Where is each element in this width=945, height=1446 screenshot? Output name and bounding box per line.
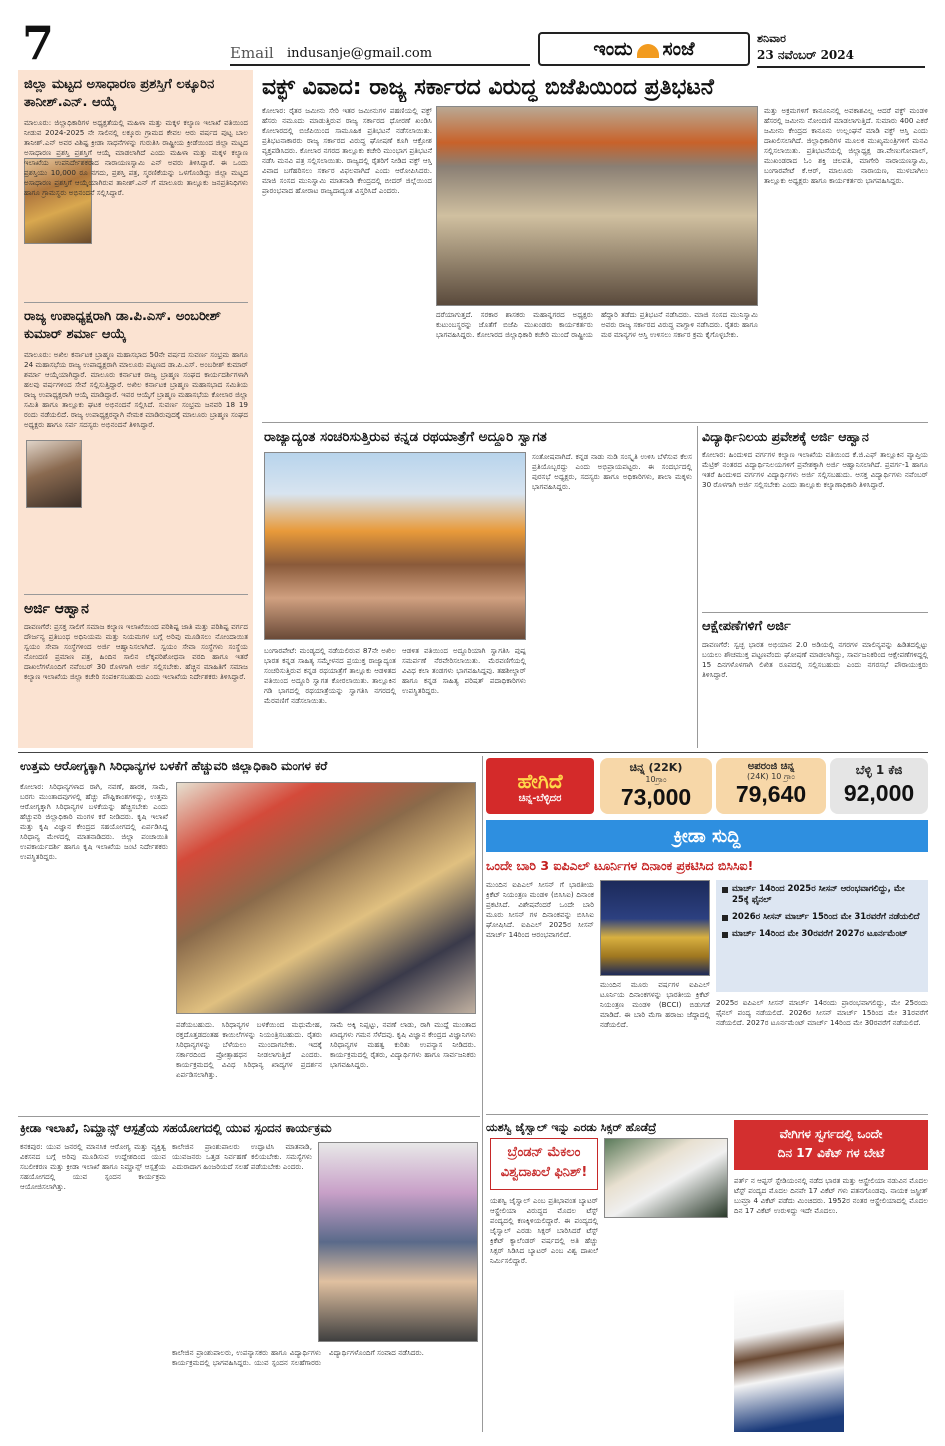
- rates-logo-top: ಹೇಗಿದೆ: [517, 768, 563, 793]
- story-body-arji: ದಾವಣಗೆರೆ: ಪ್ರಸಕ್ತ ಸಾಲಿಗೆ ಸಮಾಜ ಕಲ್ಯಾಣ ಇಲಾಖೆಯಿಂದ ಪರಿಶಿಷ್ಟ ಜಾತಿ ಮತ್ತು ಪರಿಶಿಷ್ಟ ವರ್ಗದ ದೌರ್ಜನ್ಯ ಪ್ರತಿಬಂಧ ಅಧಿನಿಯಮ ಮತ್ತು ನಿಯಮಗಳ ಬಗ್ಗೆ ಅರಿವು ಮೂಡಿಸಲು ನೋಂದಾಯಿತ ಸ್ವಯಂ ಸೇವಾ ಸಂಸ್ಥೆಗಳಿಂದ ಅರ್ಜಿ ಆಹ್ವಾನಿಸಲಾಗಿದೆ. ಸ್ವಯಂ ಸೇವಾ ಸಂಸ್ಥೆಗಳು ಸಂಸ್ಥೆಯ ನೋಂದಣಿ ಪ್ರಮಾಣ ಪತ್ರ, ಹಿಂದಿನ ಸಾಲಿನ ಲೆಕ್ಕಪರಿಶೋಧನಾ ವರದಿ ಹಾಗೂ ಇತರೆ ದಾಖಲೆಗಳೊಂದಿಗೆ ನವೆಂಬರ್ 30 ರೊಳಗಾಗಿ ಅರ್ಜಿ ಸಲ್ಲಿಸಬೇಕು. ಹೆಚ್ಚಿನ ಮಾಹಿತಿಗೆ ಸಮಾಜ ಕಲ್ಯಾಣ ಇಲಾಖೆಯ ಜಿಲ್ಲಾ ಕಚೇರಿ ಸಂಪರ್ಕಿಸಬಹುದು ಎಂದು ಇಲಾಖೆಯ ನಿರ್ದೇಶಕರು ತಿಳಿಸಿದ್ದಾರೆ.: [24, 622, 248, 681]
- youth-headline: ಕ್ರೀಡಾ ಇಲಾಖೆ, ನಿಮ್ಹಾನ್ಸ್ ಆಸ್ಪತ್ರೆಯ ಸಹಯೋಗದಲ್ಲಿ ಯುವ ಸ್ಪಂದನ ಕಾರ್ಯಕ್ರಮ: [20, 1121, 332, 1135]
- story-title-arji: ಅರ್ಜಿ ಆಹ್ವಾನ: [24, 601, 89, 617]
- hostel-body: ಕೋಲಾರ: ಹಿಂದುಳಿದ ವರ್ಗಗಳ ಕಲ್ಯಾಣ ಇಲಾಖೆಯ ವತಿಯಿಂದ ಕೆ.ಜಿ.ಎಫ್ ತಾಲ್ಲೂಕಿನ ವ್ಯಾಪ್ತಿಯ ಮೆಟ್ರಿಕ್ ನಂತರದ ವಿದ್ಯಾರ್ಥಿನಿಲಯಗಳಿಗೆ ಪ್ರವೇಶಕ್ಕಾಗಿ ಅರ್ಜಿ ಆಹ್ವಾನಿಸಲಾಗಿದೆ. ಪ್ರವರ್ಗ-1 ಹಾಗೂ ಇತರೆ ಹಿಂದುಳಿದ ವರ್ಗಗಳ ವಿದ್ಯಾರ್ಥಿಗಳು ಅರ್ಜಿ ಸಲ್ಲಿಸಬಹುದು. ಆಸಕ್ತ ವಿದ್ಯಾರ್ಥಿಗಳು ನವೆಂಬರ್ 30 ರೊಳಗಾಗಿ ಅರ್ಜಿ ಸಲ್ಲಿಸಬೇಕು ಎಂದು ತಾಲ್ಲೂಕು ಕಲ್ಯಾಣಾಧಿಕಾರಿ ತಿಳಿಸಿದ್ದಾರೆ.: [702, 450, 928, 489]
- sports-banner: [486, 820, 928, 852]
- objection-body: ದಾವಣಗೆರೆ: ಸ್ವಚ್ಛ ಭಾರತ ಅಭಿಯಾನ 2.0 ಅಡಿಯಲ್ಲಿ ನಗರಗಳ ಮಾಲಿನ್ಯವನ್ನು ಹಿಡಿತದಲ್ಲಿಟ್ಟು ಬಯಲು ಶೌಚಮುಕ್ತ ಪಟ್ಟಣವೆಂದು ಘೋಷಣೆ ಮಾಡಲಾಗಿದ್ದು, ಸಾರ್ವಜನಿಕರಿಂದ ಆಕ್ಷೇಪಣೆಗಳಿದ್ದಲ್ಲಿ 15 ದಿನಗಳೊಳಗಾಗಿ ಲಿಖಿತ ರೂಪದಲ್ಲಿ ಸಲ್ಲಿಸಬಹುದು ಎಂದು ನಗರಸಭೆ ಪೌರಾಯುಕ್ತರು ತಿಳಿಸಿದ್ದಾರೆ.: [702, 640, 928, 679]
- masthead-right: ಸಂಜೆ: [662, 38, 695, 60]
- ipl-date-item: ಮಾರ್ಚ್ 14ರಿಂದ 2025ರ ಸೀಸನ್ ಆರಂಭವಾಗಲಿದ್ದು, ಮೇ 25ಕ್ಕೆ ಫೈನಲ್: [716, 880, 928, 906]
- youth-body-c: ಕಾಲೇಜಿನ ಪ್ರಾಂಶುಪಾಲರು, ಉಪನ್ಯಾಸಕರು ಹಾಗೂ ವಿದ್ಯಾರ್ಥಿಗಳು ಕಾರ್ಯಕ್ರಮದಲ್ಲಿ ಭಾಗವಹಿಸಿದ್ದರು. ಯುವ ಸ್ಪಂದನ ಸಲಹೆಗಾರರು ವಿದ್ಯಾರ್ಥಿಗಳೊಂದಿಗೆ ಸಂವಾದ ನಡೆಸಿದರು.: [172, 1348, 424, 1367]
- email-label: Email: [230, 44, 274, 62]
- bumrah-body: ಪರ್ತ್ ನ ಆಪ್ಟಸ್ ಸ್ಟೇಡಿಯಂನಲ್ಲಿ ನಡೆದ ಭಾರತ ಮತ್ತು ಆಸ್ಟ್ರೇಲಿಯಾ ನಡುವಿನ ಮೊದಲ ಟೆಸ್ಟ್ ಪಂದ್ಯದ ಮೊದಲ ದಿನವೇ 17 ವಿಕೆಟ್ ಗಳು ಪತನಗೊಂಡವು. ನಾಯಕ ಜಸ್ಪ್ರೀತ್ ಬುಮ್ರಾ 4 ವಿಕೆಟ್ ಪಡೆದು ಮಿಂಚಿದರು. 1952ರ ನಂತರ ಆಸ್ಟ್ರೇಲಿಯಾದಲ್ಲಿ ಮೊದಲ ದಿನ 17 ವಿಕೆಟ್ ಉರುಳಿದ್ದು ಇದೇ ಮೊದಲು.: [734, 1176, 928, 1215]
- square-bullet-icon: [722, 887, 728, 893]
- page-number: 7: [22, 16, 55, 70]
- ipl-trophy-photo: [600, 880, 710, 976]
- rath-headline: ರಾಜ್ಯಾದ್ಯಂತ ಸಂಚರಿಸುತ್ತಿರುವ ಕನ್ನಡ ರಥಯಾತ್ರೆಗೆ ಅದ್ದೂರಿ ಸ್ವಾಗತ: [264, 429, 547, 445]
- bumrah-title-line2: ದಿನ 17 ವಿಕೆಟ್ ಗಳ ಬೇಟೆ: [777, 1146, 885, 1160]
- story-title-tanish: ಜಿಲ್ಲಾ ಮಟ್ಟದ ಅಸಾಧಾರಣ ಪ್ರಶಸ್ತಿಗೆ ಲಕ್ಕೂರಿನ ತಾನೀಶ್.ಎನ್. ಆಯ್ಕೆ: [24, 77, 215, 110]
- bumrah-title-box: [734, 1120, 928, 1170]
- square-bullet-icon: [722, 915, 728, 921]
- ipl-body-b: ಮುಂದಿನ ಮೂರು ವರ್ಷಗಳ ಐಪಿಎಲ್ ಟೂರ್ನಿಯ ದಿನಾಂಕಗಳನ್ನು ಭಾರತೀಯ ಕ್ರಿಕೆಟ್ ನಿಯಂತ್ರಣ ಮಂಡಳಿ (BCCI) ಬಿಡುಗಡೆ ಮಾಡಿದೆ. ಈ ಬಾರಿ ಮೆಗಾ ಹರಾಜು ಜೆದ್ದಾದಲ್ಲಿ ನಡೆಯಲಿದೆ.: [600, 980, 710, 1029]
- ipl-headline: ಒಂದೇ ಬಾರಿ 3 ಐಪಿಎಲ್ ಟೂರ್ನಿಗಳ ದಿನಾಂಕ ಪ್ರಕಟಿಸಿದ ಬಿಸಿಸಿಐ!: [486, 858, 754, 873]
- jaiswal-body-continued: [604, 1224, 728, 1432]
- rates-logo: [486, 758, 594, 814]
- lead-body-mid: ದರೆಯಾಗುತ್ತದೆ. ಸರಕಾರ ಶಾಸಕರು ಮಹಾನ್ನಗರದ ಅಧ್ಯಕ್ಷರು ಕುಟುಂಬಸ್ಥರನ್ನು ಜೊತೆಗೆ ಬಿಜೆಪಿ ಮುಖಂಡರು ಕಾರ್ಯಕರ್ತರು ಭಾಗವಹಿಸಿದ್ದರು. ಕೋಲಾರದ ಜಿಲ್ಲಾಧಿಕಾರಿ ಕಚೇರಿ ಮುಂದೆ ರಾಷ್ಟ್ರೀಯ ಹೆದ್ದಾರಿ ತಡೆದು ಪ್ರತಿಭಟನೆ ನಡೆಸಿದರು. ಮಾಜಿ ಸಂಸದ ಮುನಿಸ್ವಾಮಿ ಅವರು ರಾಜ್ಯ ಸರ್ಕಾರದ ವಿರುದ್ಧ ವಾಗ್ದಾಳಿ ನಡೆಸಿದರು. ರೈತರು ಹಾಗೂ ಮಠ ಮಾನ್ಯಗಳ ಆಸ್ತಿ ಉಳಿಸಲು ಸರ್ಕಾರ ಕ್ರಮ ಕೈಗೊಳ್ಳಬೇಕು.: [436, 310, 758, 339]
- jaiswal-photo: [604, 1138, 728, 1218]
- bumrah-photo: [734, 1290, 844, 1432]
- jaiswal-kicker: ಯಶಸ್ವಿ ಜೈಸ್ವಾಲ್ ಇನ್ನು ಎರಡು ಸಿಕ್ಸರ್ ಹೊಡೆದ್ರೆ: [486, 1121, 657, 1134]
- youth-photo: [318, 1142, 478, 1342]
- ipl-body-c: 2025ರ ಐಪಿಎಲ್ ಸೀಸನ್ ಮಾರ್ಚ್ 14ರಂದು ಪ್ರಾರಂಭವಾಗಲಿದ್ದು, ಮೇ 25ರಂದು ಫೈನಲ್ ಪಂದ್ಯ ನಡೆಯಲಿದೆ. 2026ರ ಸೀಸನ್ ಮಾರ್ಚ್ 15ರಿಂದ ಮೇ 31ರವರೆಗೆ ನಡೆಯಲಿದೆ. 2027ರ ಟೂರ್ನಮೆಂಟ್ ಮಾರ್ಚ್ 14ರಿಂದ ಮೇ 30ರವರೆಗೆ ನಡೆಯಲಿದೆ.: [716, 998, 928, 1027]
- hostel-headline: ವಿದ್ಯಾರ್ಥಿನಿಲಯ ಪ್ರವೇಶಕ್ಕೆ ಅರ್ಜಿ ಆಹ್ವಾನ: [702, 429, 869, 444]
- rath-photo: [264, 452, 526, 640]
- email-address[interactable]: indusanje@gmail.com: [287, 46, 433, 61]
- header-rule-left: [230, 64, 530, 66]
- story-body-tanish: ಮಾಲೂರು: ಜಿಲ್ಲಾಧಿಕಾರಿಗಳ ಅಧ್ಯಕ್ಷತೆಯಲ್ಲಿ ಮಹಿಳಾ ಮತ್ತು ಮಕ್ಕಳ ಕಲ್ಯಾಣ ಇಲಾಖೆ ವತಿಯಿಂದ ನೀಡುವ 2024-2025 ನೇ ಸಾಲಿನಲ್ಲಿ ಲಕ್ಕೂರು ಗ್ರಾಮದ ಕೇವಲ ಆರು ವರ್ಷದ ಪುಟ್ಟ ಬಾಲ ತಾನೀಶ್.ಎನ್ ಅವರ ವಿಶಿಷ್ಟ ಕ್ರೀಡಾ ಸಾಧನೆಗಳನ್ನು ಗುರುತಿಸಿ ರಾಷ್ಟ್ರೀಯ ಕ್ರೀಡೆಯಿಂದ ಜಿಲ್ಲಾ ಮಟ್ಟದ ಅಸಾಧಾರಣ ಪ್ರಶಸ್ತಿ ಪ್ರಶಸ್ತಿಗೆ ಆಯ್ಕೆ ಮಾಡಲಾಗಿದೆ ಎಂದು ಮಹಿಳಾ ಮತ್ತು ಮಕ್ಕಳ ಕಲ್ಯಾಣ ಇಲಾಖೆಯ ಉಪನಿರ್ದೇಶಕರಾದ ನಾರಾಯಣಸ್ವಾಮಿ ಎನ್ ಅವರು ತಿಳಿಸಿದ್ದಾರೆ. ಈ ಒಂದು ಪ್ರಶಸ್ತಿಯು 10,000 ರೂ ನಗದು, ಪ್ರಶಸ್ತಿ ಪತ್ರ, ಸ್ಮರಣಿಕೆಯನ್ನು ಒಳಗೊಂಡಿದ್ದು ಜಿಲ್ಲಾ ಮಟ್ಟದ ಅಸಾಧಾರಣ ಪ್ರಶಸ್ತಿಗೆ ಆಯ್ಕೆಯಾಗಿರುವ ತಾನೀಶ್.ಎನ್ ಗೆ ಮಾಲೂರು ತಾಲ್ಲೂಕು ಜನಪ್ರತಿನಿಧಿಗಳು ಹಾಗೂ ಗ್ರಾಮಸ್ಥರು ಅಭಿನಂದನೆ ಸಲ್ಲಿಸಿದ್ದಾರೆ.: [24, 118, 248, 197]
- gold22-sub: 10ಗ್ರಾಂ: [645, 775, 667, 784]
- story-body-sharma: ಮಾಲೂರು: ಅಖಿಲ ಕರ್ನಾಟಕ ಬ್ರಾಹ್ಮಣ ಮಹಾಸಭಾದ 50ನೇ ವರ್ಷದ ಸುವರ್ಣ ಸಂಭ್ರಮ ಹಾಗೂ 24 ಮಹಾಸಭೆಯ ರಾಜ್ಯ ಉಪಾಧ್ಯಕ್ಷರಾಗಿ ಮಾಲೂರು ಪಟ್ಟಣದ ಡಾ.ಪಿ.ಎಸ್. ಅಂಬರೀಶ್ ಕುಮಾರ್ ಶರ್ಮಾ ಆಯ್ಕೆಯಾಗಿದ್ದಾರೆ. ಮಾಲೂರು ಕರ್ನಾಟಕ ರಾಜ್ಯ ಬ್ರಾಹ್ಮಣ ಸಂಘದ ಕಾರ್ಯದರ್ಶಿಗಳಾಗಿ ಹಲವು ವರ್ಷಗಳಿಂದ ಸೇವೆ ಸಲ್ಲಿಸುತ್ತಿದ್ದಾರೆ. ಅಖಿಲ ಕರ್ನಾಟಕ ಬ್ರಾಹ್ಮಣ ಮಹಾಸಭಾದ ಸಮಿತಿಯ ರಾಜ್ಯ ಉಪಾಧ್ಯಕ್ಷರಾಗಿ ಆಯ್ಕೆ ಮಾಡಿದ್ದಾರೆ. ಇವರ ಆಯ್ಕೆಗೆ ಬ್ರಾಹ್ಮಣ ಮಹಾಸಭೆಯ ಕೋಲಾರ ಜಿಲ್ಲಾ ಸಮಿತಿ ಹಾಗೂ ತಾಲ್ಲೂಕು ಘಟಕ ಅಭಿನಂದನೆ ಸಲ್ಲಿಸಿದೆ. ಸುವರ್ಣ ಸಂಭ್ರಮ ಜನವರಿ 18 19 ರಂದು ನಡೆಯಲಿದೆ. ರಾಜ್ಯ ಉಪಾಧ್ಯಕ್ಷರನ್ನಾಗಿ ನೇಮಕ ಮಾಡಿರುವುದಕ್ಕೆ ಮಾಲೂರು ಬ್ರಾಹ್ಮಣ ಸಂಘದ ಅಧ್ಯಕ್ಷರು ಹಾಗೂ ಸರ್ವ ಸದಸ್ಯರು ಅಭಿನಂದನೆ ತಿಳಿಸಿದ್ದಾರೆ.: [24, 350, 248, 429]
- millets-body-c: ಸಾಮೆ ಅಕ್ಕಿ ನಿಪ್ಪಟ್ಟು, ನವಣೆ ಲಾಡು, ರಾಗಿ ಮುದ್ದೆ ಮುಂತಾದ ಖಾದ್ಯಗಳು ಗಮನ ಸೆಳೆದವು. ಕೃಷಿ ವಿಜ್ಞಾನ ಕೇಂದ್ರದ ವಿಜ್ಞಾನಿಗಳು ಸಿರಿಧಾನ್ಯಗಳ ಮಹತ್ವ ಕುರಿತು ಉಪನ್ಯಾಸ ನೀಡಿದರು. ಕಾರ್ಯಕ್ರಮದಲ್ಲಿ ರೈತರು, ವಿದ್ಯಾರ್ಥಿಗಳು ಹಾಗೂ ಸಾರ್ವಜನಿಕರು ಭಾಗವಹಿಸಿದ್ದರು.: [330, 1020, 476, 1069]
- objection-headline: ಆಕ್ಷೇಪಣೆಗಳಿಗೆ ಅರ್ಜಿ: [702, 619, 791, 634]
- photo-sharma: [26, 440, 82, 508]
- gold24-sub: (24K) 10 ಗ್ರಾಂ: [747, 772, 795, 781]
- youth-body-b: ಕಾಲೇಜಿನ ಪ್ರಾಂಶುಪಾಲರು ಉದ್ಘಾಟಿಸಿ ಮಾತನಾಡಿ, ಯುವಜನರು ಒತ್ತಡ ನಿರ್ವಹಣೆ ಕಲಿಯಬೇಕು. ಸಮಸ್ಯೆಗಳು ಎದುರಾದಾಗ ಹಿಂಜರಿಯದೆ ಸಲಹೆ ಪಡೆಯಬೇಕು ಎಂದರು.: [172, 1142, 312, 1171]
- millets-body-b: ಪಡೆಯಬಹುದು. ಸಿರಿಧಾನ್ಯಗಳ ಬಳಕೆಯಿಂದ ಮಧುಮೇಹ, ರಕ್ತದೊತ್ತಡದಂತಹ ಕಾಯಿಲೆಗಳನ್ನು ನಿಯಂತ್ರಿಸಬಹುದು. ರೈತರು ಸಿರಿಧಾನ್ಯಗಳನ್ನು ಬೆಳೆಯಲು ಮುಂದಾಗಬೇಕು. ಇದಕ್ಕೆ ಸರ್ಕಾರದಿಂದ ಪ್ರೋತ್ಸಾಹಧನ ನೀಡಲಾಗುತ್ತಿದೆ ಎಂದರು. ಕಾರ್ಯಕ್ರಮದಲ್ಲಿ ವಿವಿಧ ಸಿರಿಧಾನ್ಯ ಖಾದ್ಯಗಳ ಪ್ರದರ್ಶನ ಏರ್ಪಡಿಸಲಾಗಿತ್ತು.: [176, 1020, 322, 1079]
- silver-label: ಬೆಳ್ಳಿ 1 ಕೆಜಿ: [855, 763, 903, 777]
- lead-photo-protest: [436, 106, 758, 306]
- sports-banner-text: ಕ್ರೀಡಾ ಸುದ್ದಿ: [673, 825, 741, 847]
- millets-headline: ಉತ್ತಮ ಆರೋಗ್ಯಕ್ಕಾಗಿ ಸಿರಿಧಾನ್ಯಗಳ ಬಳಕೆಗೆ ಹೆಚ್ಚುವರಿ ಜಿಲ್ಲಾಧಿಕಾರಿ ಮಂಗಳ ಕರೆ: [20, 759, 328, 773]
- gold22-label: ಚಿನ್ನ (22K): [629, 761, 683, 774]
- masthead: [538, 32, 750, 66]
- silver-box: [830, 758, 928, 814]
- gold22-value: 73,000: [620, 784, 692, 810]
- ipl-dates-box: [716, 880, 928, 992]
- gold24-value: 79,640: [735, 781, 807, 807]
- gold22-box: [600, 758, 712, 814]
- jaiswal-body: ಯಶಸ್ವಿ ಜೈಸ್ವಾಲ್ ಎಂಬ ಪ್ರತಿಭಾವಂತ ಬ್ಯಾಟರ್ ಆಸ್ಟ್ರೇಲಿಯಾ ವಿರುದ್ಧದ ಮೊದಲ ಟೆಸ್ಟ್ ಪಂದ್ಯದಲ್ಲಿ ಕಣಕ್ಕಿಳಿಯಲಿದ್ದಾರೆ. ಈ ಪಂದ್ಯದಲ್ಲಿ ಜೈಸ್ವಾಲ್ ಎರಡು ಸಿಕ್ಸರ್ ಬಾರಿಸಿದರೆ ಟೆಸ್ಟ್ ಕ್ರಿಕೆಟ್ ಕ್ಯಾಲೆಂಡರ್ ವರ್ಷದಲ್ಲಿ ಅತಿ ಹೆಚ್ಚು ಸಿಕ್ಸರ್ ಸಿಡಿಸಿದ ಬ್ಯಾಟರ್ ಎಂಬ ವಿಶ್ವ ದಾಖಲೆ ನಿರ್ಮಿಸಲಿದ್ದಾರೆ.: [490, 1196, 598, 1265]
- millets-photo: [176, 782, 476, 1014]
- rath-body-a: ಬಂಗಾರಪೇಟೆ: ಮಂಡ್ಯದಲ್ಲಿ ನಡೆಯಲಿರುವ 87ನೇ ಅಖಿಲ ಭಾರತ ಕನ್ನಡ ಸಾಹಿತ್ಯ ಸಮ್ಮೇಳನದ ಪ್ರಯುಕ್ತ ರಾಜ್ಯಾದ್ಯಂತ ಸಂಚರಿಸುತ್ತಿರುವ ಕನ್ನಡ ರಥಯಾತ್ರೆಗೆ ತಾಲ್ಲೂಕು ಆಡಳಿತದ ವತಿಯಿಂದ ಅದ್ದೂರಿ ಸ್ವಾಗತ ಕೋರಲಾಯಿತು. ತಾಲ್ಲೂಕಿನ ಗಡಿ ಭಾಗದಲ್ಲಿ ರಥಯಾತ್ರೆಯನ್ನು ಸ್ವಾಗತಿಸಿ ನಗರದಲ್ಲಿ ಮೆರವಣಿಗೆ ನಡೆಸಲಾಯಿತು.: [264, 646, 396, 705]
- header-day: ಶನಿವಾರ: [757, 32, 786, 45]
- youth-body-a: ಕನಕಪುರ: ಯುವ ಜನರಲ್ಲಿ ಮಾನಸಿಕ ಆರೋಗ್ಯ ಮತ್ತು ವ್ಯಕ್ತಿತ್ವ ವಿಕಸನದ ಬಗ್ಗೆ ಅರಿವು ಮೂಡಿಸುವ ಉದ್ದೇಶದಿಂದ ಯುವ ಸಬಲೀಕರಣ ಮತ್ತು ಕ್ರೀಡಾ ಇಲಾಖೆ ಹಾಗೂ ನಿಮ್ಹಾನ್ಸ್ ಆಸ್ಪತ್ರೆಯ ಸಹಯೋಗದಲ್ಲಿ ಯುವ ಸ್ಪಂದನ ಕಾರ್ಯಕ್ರಮ ಆಯೋಜಿಸಲಾಗಿತ್ತು.: [20, 1142, 166, 1191]
- millets-body-a: ಕೋಲಾರ: ಸಿರಿಧಾನ್ಯಗಳಾದ ರಾಗಿ, ನವಣೆ, ಹಾರಕ, ಸಾಮೆ, ಬರಗು ಮುಂತಾದವುಗಳಲ್ಲಿ ಹೆಚ್ಚು ಪೌಷ್ಟಿಕಾಂಶಗಳಿದ್ದು, ಉತ್ತಮ ಆರೋಗ್ಯಕ್ಕಾಗಿ ಸಿರಿಧಾನ್ಯಗಳ ಬಳಕೆಯನ್ನು ಹೆಚ್ಚಿಸಬೇಕು ಎಂದು ಹೆಚ್ಚುವರಿ ಜಿಲ್ಲಾಧಿಕಾರಿ ಮಂಗಳ ಕರೆ ನೀಡಿದರು. ಕೃಷಿ ಇಲಾಖೆ ಮತ್ತು ಕೃಷಿ ವಿಜ್ಞಾನ ಕೇಂದ್ರದ ಸಹಯೋಗದಲ್ಲಿ ಏರ್ಪಡಿಸಿದ್ದ ಸಿರಿಧಾನ್ಯ ಮೇಳದಲ್ಲಿ ಮಾತನಾಡಿದರು. ಜಿಲ್ಲಾ ಪಂಚಾಯಿತಿ ಉಪಕಾರ್ಯದರ್ಶಿ ಹಾಗೂ ಕೃಷಿ ಇಲಾಖೆಯ ಜಂಟಿ ನಿರ್ದೇಶಕರು ಉಪಸ್ಥಿತರಿದ್ದರು.: [20, 782, 168, 861]
- lead-headline: ವಕ್ಫ್ ವಿವಾದ: ರಾಜ್ಯ ಸರ್ಕಾರದ ವಿರುದ್ಧ ಬಿಜೆಪಿಯಿಂದ ಪ್ರತಿಭಟನೆ: [262, 75, 714, 100]
- jaiswal-title-box: [490, 1138, 598, 1190]
- lead-body-right: ಮತ್ತು ಅಕ್ರಮಗಳಿಗೆ ಕಾನೂನಿನಲ್ಲಿ ಅವಕಾಶವಿಲ್ಲ ಆದರೆ ವಕ್ಫ್ ಮಂಡಳಿ ಹೆಸರಲ್ಲಿ ಜಮೀನು ನೋಂದಣಿ ಮಾಡಲಾಗುತ್ತಿದೆ. ಸುಮಾರು 400 ಎಕರೆ ಜಮೀನು ಕೇಂದ್ರದ ಕಾನೂನು ಉಲ್ಲಂಘನೆ ಮಾಡಿ ವಕ್ಫ್ ಆಸ್ತಿ ಎಂದು ದಾಖಲಿಸಲಾಗಿದೆ. ಜಿಲ್ಲಾಧಿಕಾರಿಗಳ ಮೂಲಕ ಮುಖ್ಯಮಂತ್ರಿಗಳಿಗೆ ಮನವಿ ಸಲ್ಲಿಸಲಾಯಿತು. ಪ್ರತಿಭಟನೆಯಲ್ಲಿ ಜಿಲ್ಲಾಧ್ಯಕ್ಷ ಡಾ.ವೇಣುಗೋಪಾಲ್, ಮುಖಂಡರಾದ ಓಂ ಶಕ್ತಿ ಚಲಪತಿ, ಮಾಗೇರಿ ನಾರಾಯಣಸ್ವಾಮಿ, ಬಂಗಾರಪೇಟೆ ಕೆ.ಆರ್, ಮಾಲೂರು ನಾರಾಯಣ, ಮುಳಬಾಗಿಲು ತಾಲ್ಲೂಕು ಅಧ್ಯಕ್ಷರು ಹಾಗೂ ಕಾರ್ಯಕರ್ತರು ಭಾಗವಹಿಸಿದ್ದರು.: [764, 106, 928, 185]
- sun-icon: [637, 44, 659, 58]
- silver-value: 92,000: [843, 780, 915, 806]
- rath-body-c: ಸಂತೋಷವಾಗಿದೆ. ಕನ್ನಡ ನಾಡು ನುಡಿ ಸಂಸ್ಕೃತಿ ಉಳಿಸಿ ಬೆಳೆಸುವ ಕೆಲಸ ಪ್ರತಿಯೊಬ್ಬರದ್ದು ಎಂದು ಅಭಿಪ್ರಾಯಪಟ್ಟರು. ಈ ಸಂದರ್ಭದಲ್ಲಿ ಪುರಸಭೆ ಅಧ್ಯಕ್ಷರು, ಸದಸ್ಯರು ಹಾಗೂ ಅಧಿಕಾರಿಗಳು, ಶಾಲಾ ಮಕ್ಕಳು ಭಾಗವಹಿಸಿದ್ದರು.: [532, 452, 692, 491]
- rates-logo-bottom: ಚಿನ್ನ-ಬೆಳ್ಳಿದರ: [518, 792, 562, 804]
- story-title-sharma: ರಾಜ್ಯ ಉಪಾಧ್ಯಕ್ಷರಾಗಿ ಡಾ.ಪಿ.ಎಸ್. ಅಂಬರೀಶ್ ಕುಮಾರ್ ಶರ್ಮಾ ಆಯ್ಕೆ: [24, 309, 221, 342]
- square-bullet-icon: [722, 932, 728, 938]
- lead-body-left: ಕೋಲಾರ: ರೈತರ ಜಮೀನು ಸೇರಿ ಇತರ ಜಮೀನುಗಳ ಪಹಣಿಯಲ್ಲಿ ವಕ್ಫ್ ಹೆಸರು ನಮೂದು ಮಾಡುತ್ತಿರುವ ರಾಜ್ಯ ಸರ್ಕಾರದ ಧೋರಣೆ ಖಂಡಿಸಿ ಕೋಲಾರದಲ್ಲಿ ಬಿಜೆಪಿಯಿಂದ ಸಾಮೂಹಿಕ ಪ್ರತಿಭಟನೆ ನಡೆಸಲಾಯಿತು. ಪ್ರತಿಭಟನಾಕಾರರು ರಾಜ್ಯ ಸರ್ಕಾರದ ವಿರುದ್ಧ ಘೋಷಣೆ ಕೂಗಿ ಆಕ್ರೋಶ ವ್ಯಕ್ತಪಡಿಸಿದರು. ಕೋಲಾರ ನಗರದ ತಾಲ್ಲೂಕು ಕಚೇರಿ ಮುಂಭಾಗ ಪ್ರತಿಭಟನೆ ನಡೆಸಿ ಮನವಿ ಪತ್ರ ಸಲ್ಲಿಸಲಾಯಿತು. ರಾಜ್ಯದಲ್ಲಿ ರೈತರಿಗೆ ನೀಡಿದ ವಕ್ಫ್ ಆಸ್ತಿ ವಿವಾದ ಬಗೆಹರಿಸಲು ಸರ್ಕಾರ ವಿಫಲವಾಗಿದೆ ಎಂದು ಆರೋಪಿಸಿದರು. ಮಾಜಿ ಸಂಸದ ಮುನಿಸ್ವಾಮಿ ಮಾತನಾಡಿ ಕೇಂದ್ರದಲ್ಲಿ ಬೀದರ್ ಜಿಲ್ಲೆಯಿಂದ ಪ್ರಾರಂಭವಾದ ಹೋರಾಟ ರಾಜ್ಯದಾದ್ಯಂತ ವಿಸ್ತರಿಸಿದೆ ಎಂದರು.: [262, 106, 432, 195]
- header-date: 23 ನವೆಂಬರ್ 2024: [757, 48, 854, 62]
- jaiswal-title-line1: ಬ್ರೆಂಡನ್ ಮೆಕಲಂ: [507, 1145, 581, 1160]
- masthead-left: ಇಂದು: [593, 38, 633, 60]
- ipl-date-item: ಮಾರ್ಚ್ 14ರಿಂದ ಮೇ 30ರವರೆಗೆ 2027ರ ಟೂರ್ನಮೆಂಟ್: [716, 923, 928, 940]
- gold24-box: [716, 758, 826, 814]
- gold24-label: ಅಪರಂಜಿ ಚಿನ್ನ: [747, 761, 795, 772]
- jaiswal-title-line2: ವಿಶ್ವದಾಖಲೆ ಫಿನಿಶ್!: [500, 1165, 588, 1180]
- ipl-body-a: ಮುಂದಿನ ಐಪಿಎಲ್ ಸೀಸನ್ ಗೆ ಭಾರತೀಯ ಕ್ರಿಕೆಟ್ ನಿಯಂತ್ರಣ ಮಂಡಳಿ (ಬಿಸಿಸಿಐ) ದಿನಾಂಕ ಪ್ರಕಟಿಸಿದೆ. ವಿಶೇಷವೆಂದರೆ ಒಂದೇ ಬಾರಿ ಮೂರು ಸೀಸನ್ ಗಳ ದಿನಾಂಕವನ್ನು ಬಿಸಿಸಿಐ ಘೋಷಿಸಿದೆ. ಐಪಿಎಲ್ 2025ರ ಸೀಸನ್ ಮಾರ್ಚ್ 14ರಿಂದ ಆರಂಭವಾಗಲಿದೆ.: [486, 880, 594, 939]
- header-rule-right: [757, 66, 925, 68]
- rath-body-b: ಆಡಳಿತ ವತಿಯಿಂದ ಅದ್ದೂರಿಯಾಗಿ ಸ್ವಾಗತಿಸಿ ಪುಷ್ಪ ಸಮರ್ಪಣೆ ನೆರವೇರಿಸಲಾಯಿತು. ಮೆರವಣಿಗೆಯಲ್ಲಿ ವಿವಿಧ ಕಲಾ ತಂಡಗಳು ಭಾಗವಹಿಸಿದ್ದವು. ತಹಶೀಲ್ದಾರ್ ಹಾಗೂ ಕನ್ನಡ ಸಾಹಿತ್ಯ ಪರಿಷತ್ ಪದಾಧಿಕಾರಿಗಳು ಉಪಸ್ಥಿತರಿದ್ದರು.: [402, 646, 526, 695]
- bumrah-title-line1: ವೇಗಿಗಳ ಸ್ವರ್ಗದಲ್ಲಿ ಒಂದೇ: [779, 1127, 883, 1141]
- ipl-date-item: 2026ರ ಸೀಸನ್ ಮಾರ್ಚ್ 15ರಿಂದ ಮೇ 31ರವರೆಗೆ ನಡೆಯಲಿದೆ: [716, 906, 928, 923]
